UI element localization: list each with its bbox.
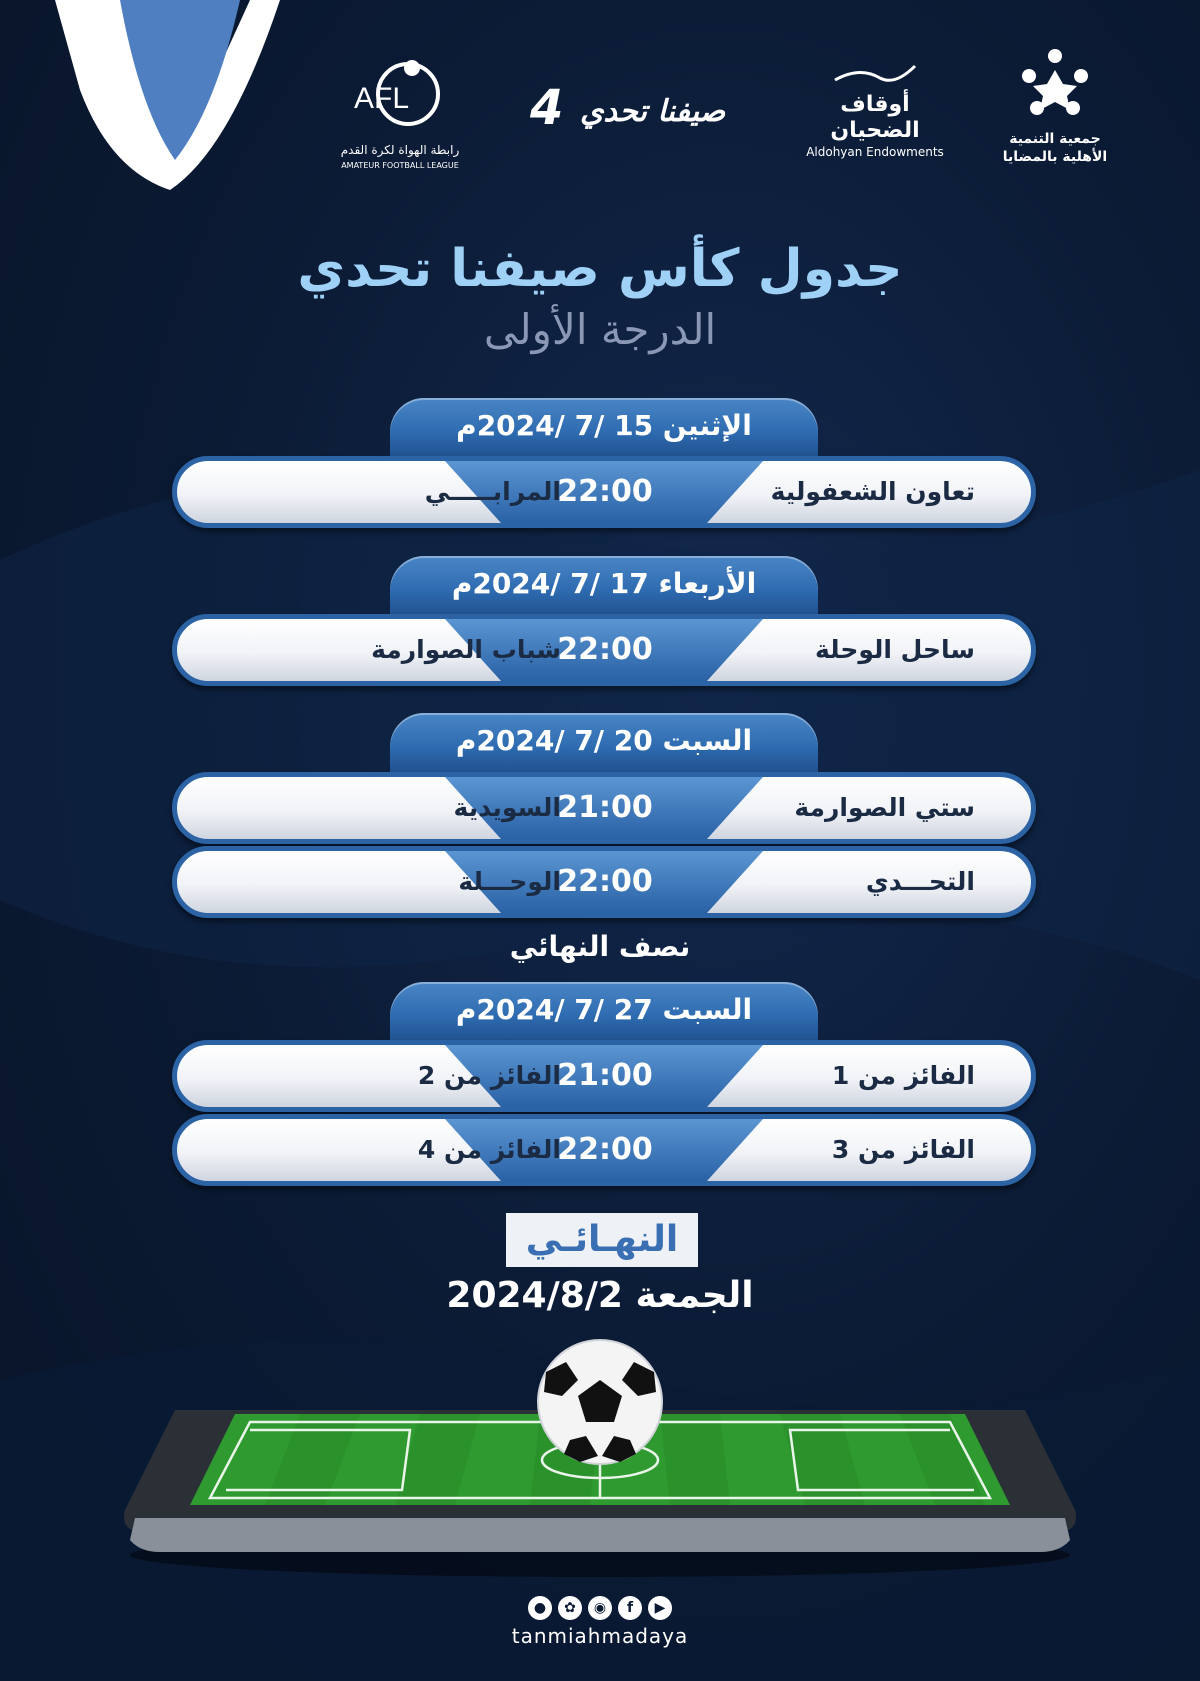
afl-caption: رابطة الهواة لكرة القدم: [340, 143, 460, 157]
saifna-mark: 4: [530, 80, 564, 136]
home-team: ستي الصوارمة: [794, 793, 975, 822]
tanmia-line2: الأهلية بالمضايا: [1002, 149, 1108, 165]
awqaf-line2: الضحيان: [830, 118, 920, 143]
away-team: الوحـــلة: [458, 867, 561, 896]
social-icons: [0, 1596, 1200, 1620]
poster-title: جدول كأس صيفنا تحدي: [297, 239, 903, 299]
youtube-icon[interactable]: ▶: [648, 1596, 672, 1620]
date-tab: الأربعاء 17 /7 /2024م: [390, 556, 818, 618]
home-team: الفائز من 3: [831, 1135, 975, 1164]
afl-mark: AFL: [354, 82, 410, 115]
away-team: السويدية: [453, 793, 561, 822]
away-team: شباب الصوارمة: [371, 635, 561, 664]
match-time: 22:00: [557, 474, 653, 509]
match-time: 21:00: [557, 1058, 653, 1093]
match-time: 22:00: [557, 864, 653, 899]
facebook-icon[interactable]: f: [618, 1596, 642, 1620]
match-time: 22:00: [557, 1132, 653, 1167]
snapchat-icon[interactable]: ●: [528, 1596, 552, 1620]
away-team: الفائز من 4: [417, 1135, 561, 1164]
date-tab: السبت 27 /7 /2024م: [390, 982, 818, 1044]
soccer-ball-icon: [538, 1340, 662, 1464]
date-tab: السبت 20 /7 /2024م: [390, 713, 818, 775]
away-team: الفائز من 2: [417, 1061, 561, 1090]
away-team: المرابـــــي: [424, 477, 561, 506]
twitter-icon[interactable]: ✿: [558, 1596, 582, 1620]
home-team: ساحل الوحلة: [814, 635, 975, 664]
match-time: 22:00: [557, 632, 653, 667]
home-team: الفائز من 1: [831, 1061, 975, 1090]
match-time: 21:00: [557, 790, 653, 825]
date-tab: الإثنين 15 /7 /2024م: [390, 398, 818, 460]
home-team: التحـــدي: [865, 867, 975, 896]
semifinal-label: نصف النهائي: [509, 930, 691, 963]
instagram-icon[interactable]: ◉: [588, 1596, 612, 1620]
poster-subtitle: الدرجة الأولى: [483, 305, 717, 354]
awqaf-caption-en: Aldohyan Endowments: [806, 145, 944, 159]
afl-caption-en: AMATEUR FOOTBALL LEAGUE: [341, 161, 459, 170]
final-date: الجمعة 2024/8/2: [446, 1275, 754, 1316]
awqaf-line1: أوقاف: [840, 92, 910, 117]
saifna-text: صيفنا تحدي: [580, 94, 726, 129]
final-label: النهـائـي: [506, 1213, 698, 1267]
home-team: تعاون الشعفولية: [770, 477, 975, 506]
social-handle[interactable]: tanmiahmadaya: [511, 1624, 689, 1648]
tanmia-line1: جمعية التنمية: [1009, 131, 1101, 147]
